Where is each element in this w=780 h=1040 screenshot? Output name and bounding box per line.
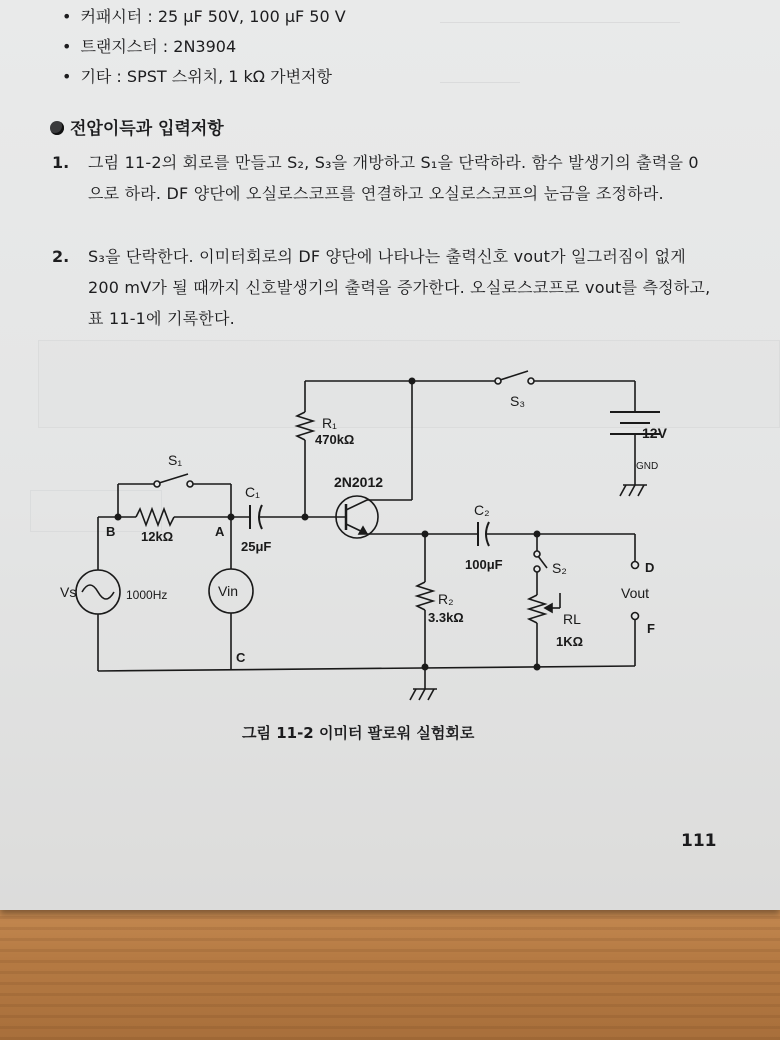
- r12k-value-label: 12kΩ: [141, 529, 174, 544]
- s1-label: S₁: [168, 452, 183, 468]
- s2-label: S₂: [552, 560, 567, 576]
- step-number: 2.: [52, 247, 70, 266]
- c1-label: C₁: [245, 484, 260, 500]
- vin-label: Vin: [218, 583, 238, 599]
- r1-value-label: 470kΩ: [315, 432, 355, 447]
- r2-value-label: 3.3kΩ: [428, 610, 464, 625]
- transistor-label: 2N2012: [334, 474, 384, 490]
- s3-label: S₃: [510, 393, 526, 409]
- wooden-table: [0, 905, 780, 1040]
- node-f-label: F: [647, 621, 655, 636]
- vs-label: Vs: [60, 584, 77, 600]
- r2-label: R₂: [438, 591, 454, 607]
- step-text: 그림 11-2의 회로를 만들고 S₂, S₃을 개방하고 S₁을 단락하라. 함수 발생기의 출력을 0으로 하라. DF 양단에 오실로스코프를 연결하고 오실로스코프의 눈금을 조정하라.: [88, 153, 699, 203]
- parts-item: • 트랜지스터 : 2N3904: [62, 32, 346, 62]
- step-number: 1.: [52, 153, 70, 172]
- r1-label: R₁: [322, 415, 337, 431]
- node-a-label: A: [215, 524, 225, 539]
- battery-voltage-label: 12V: [642, 425, 667, 441]
- page-number: 111: [681, 831, 717, 851]
- c1-value-label: 25μF: [241, 539, 272, 554]
- frequency-label: 1000Hz: [126, 588, 168, 602]
- c2-label: C₂: [474, 502, 490, 518]
- step-text: S₃을 단락한다. 이미터회로의 DF 양단에 나타나는 출력신호 vout가 일그러짐이 없게 200 mV가 될 때까지 신호발생기의 출력을 증가한다. 오실로스코프로 vout를 측정하고, 표 11-1에 기록한다.: [88, 247, 711, 328]
- node-b-label: B: [106, 524, 116, 539]
- c2-value-label: 100μF: [465, 557, 503, 572]
- figure-caption: 그림 11-2 이미터 팔로워 실험회로: [242, 724, 475, 742]
- vout-label: Vout: [621, 585, 650, 601]
- node-c-label: C: [236, 650, 246, 665]
- parts-item: • 커패시터 : 25 μF 50V, 100 μF 50 V: [62, 2, 346, 32]
- parts-item: • 기타 : SPST 스위치, 1 kΩ 가변저항: [62, 62, 346, 92]
- rl-label: RL: [563, 611, 581, 627]
- gnd-label: GND: [636, 461, 659, 472]
- node-d-label: D: [645, 560, 655, 575]
- section-title: 전압이득과 입력저항: [70, 119, 224, 139]
- rl-value-label: 1KΩ: [556, 634, 584, 649]
